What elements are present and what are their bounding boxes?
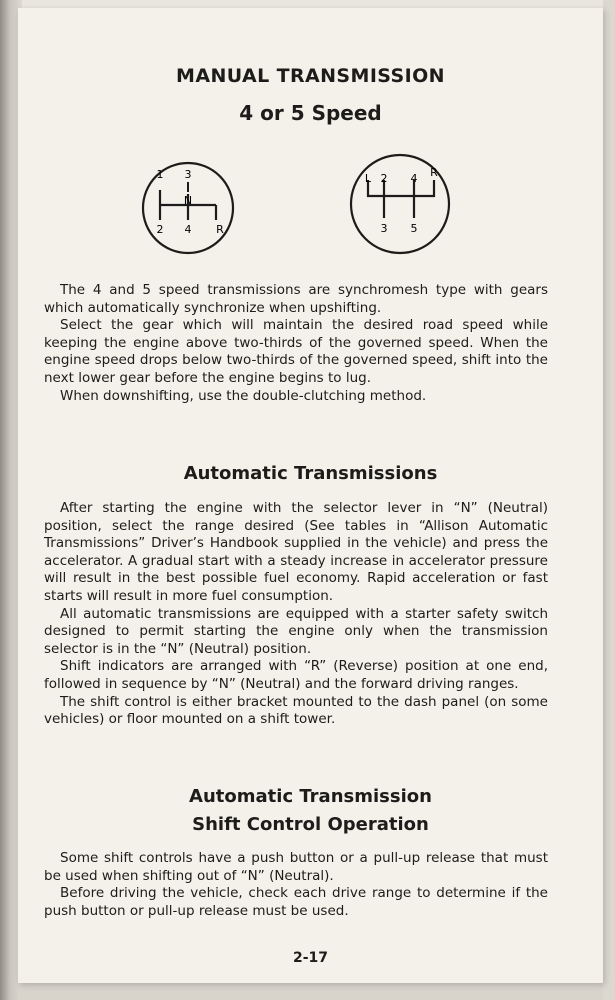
gear-label-1: 1 — [156, 168, 164, 181]
gear-label-2: 2 — [380, 172, 388, 185]
gear-label-2: 2 — [156, 223, 164, 236]
auto-paragraph-4: The shift control is either bracket mounted to the dash panel (on some vehicles) or floor mounted on a shift tower. — [44, 693, 548, 728]
gear-label-5: 5 — [410, 222, 418, 235]
automatic-text — [44, 500, 548, 729]
page-title: MANUAL TRANSMISSION — [176, 65, 445, 87]
manual-text — [44, 282, 548, 405]
shift-paragraph-2: Before driving the vehicle, check each drive range to determine if the push button or pull-up release must be used. — [44, 885, 548, 919]
gear-label-3: 3 — [184, 168, 192, 181]
automatic-transmissions-heading: Automatic Transmissions — [183, 463, 438, 484]
page-bottom-edge — [18, 983, 603, 1000]
manual-page — [18, 8, 603, 983]
shift-control-heading-line1: Automatic Transmission — [189, 786, 432, 807]
shift-paragraph-1: Some shift controls have a push button or a pull-up release that must be used when shifting out of “N” (Neutral). — [44, 850, 548, 884]
gear-label-r: R — [216, 223, 224, 236]
manual-paragraph-3: When downshifting, use the double-clutching method. — [60, 387, 427, 404]
auto-paragraph-3: Shift indicators are arranged with “R” (Reverse) position at one end, followed in sequence by “N” (Neutral) and the forward driving ranges. — [44, 658, 548, 692]
gear-label-4: 4 — [184, 223, 192, 236]
gear-label-4: 4 — [410, 172, 418, 185]
gear-label-3: 3 — [380, 222, 388, 235]
gear-label-r: R — [430, 166, 438, 179]
page-number: 2-17 — [292, 950, 329, 966]
manual-paragraph-2: Select the gear which will maintain the desired road speed while keeping the engine above two-thirds of the governed speed. When the engine speed drops below two-thirds of the governed speed, shift into the next lower gear before the engine begins to lug. — [44, 317, 548, 386]
manual-paragraph-1: The 4 and 5 speed transmissions are synchromesh type with gears which automatically synchronize when upshifting. — [44, 282, 548, 316]
page-subtitle: 4 or 5 Speed — [239, 101, 382, 125]
five-speed-shift-diagram — [348, 152, 452, 256]
four-speed-shift-diagram — [140, 160, 236, 256]
next-page-edge — [603, 0, 615, 1000]
shift-control-heading-line2: Shift Control Operation — [192, 814, 429, 835]
auto-paragraph-1: After starting the engine with the selector lever in “N” (Neutral) position, select the range desired (See tables in “Allison Automatic Transmissions” Driver’s Handbook supplied in the vehicle) and press the accelerator. A gradual start with a steady increase in accelerator pressure will result in the best possible fuel economy. Rapid acceleration or fast starts will result in more fuel consumption. — [44, 500, 548, 604]
shift-control-text — [44, 850, 548, 920]
gear-label-l: L — [364, 172, 372, 185]
gear-label-n: N — [183, 194, 193, 207]
auto-paragraph-2: All automatic transmissions are equipped with a starter safety switch designed to permit starting the engine only when the transmission selector is in the “N” (Neutral) position. — [44, 605, 548, 657]
